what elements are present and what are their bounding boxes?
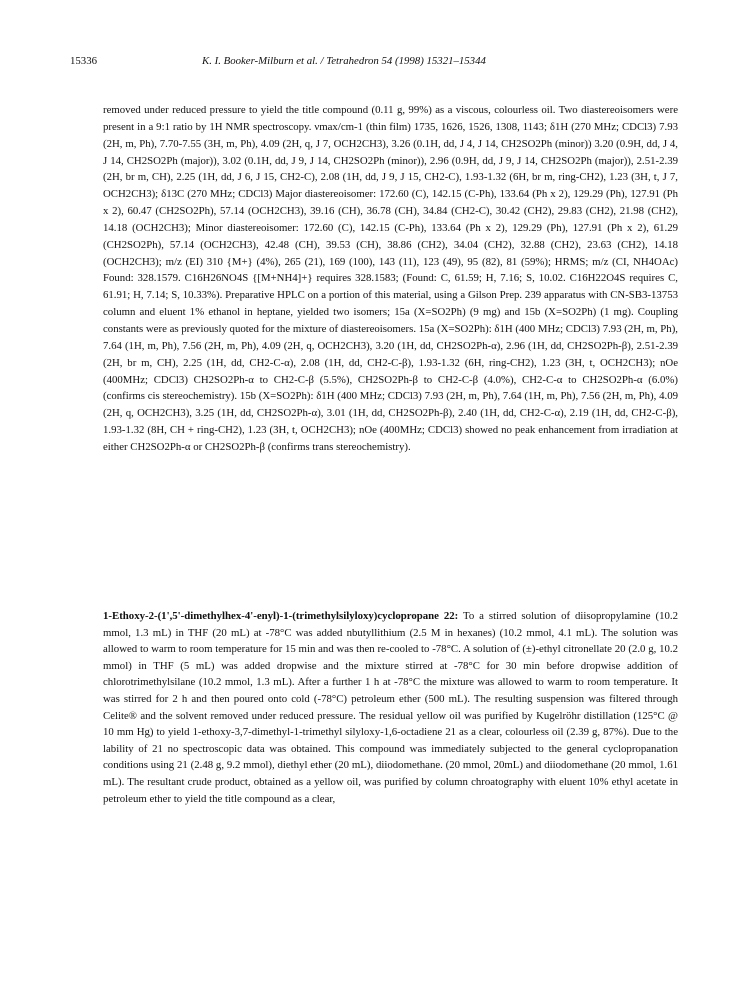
page-number: 15336 <box>70 55 97 67</box>
experimental-paragraph-2 <box>103 608 678 807</box>
paragraph-1-text: removed under reduced pressure to yield the title compound (0.11 g, 99%) as a viscous, colourless oil. Two diastereoisomers were present in a 9:1 ratio by 1H NMR spectroscopy. νmax/cm-1 (thin film) 1735, 1626, 1526, 1308, 1143; δ1H (270 MHz; CDCl3) 7.93 (2H, m, Ph), 7.70-7.55 (3H, m, Ph), 4.09 (2H, q, J 7, OCH2CH3), 3.26 (0.1H, dd, J 4, J 14, CH2SO2Ph (minor)) 3.20 (0.9H, dd, J 4, J 14, CH2SO2Ph (major)), 3.02 (0.1H, dd, J 9, J 14, CH2SO2Ph (minor)), 2.96 (0.9H, dd, J 9, J 14, CH2SO2Ph (major)), 2.51-2.39 (2H, br m, CH), 2.25 (1H, dd, J 6, J 15, CH2-C), 2.08 (1H, dd, J 9, J 15, CH2-C), 1.93-1.32 (6H, br m, ring-CH2), 1.23 (3H, t, J 7, OCH2CH3); δ13C (270 MHz; CDCl3) Major diastereoisomer: 172.60 (C), 142.15 (C-Ph), 133.64 (Ph x 2), 129.29 (Ph), 127.91 (Ph x 2), 60.47 (CH2SO2Ph), 57.14 (OCH2CH3), 39.16 (CH), 36.78 (CH), 34.84 (CH2-C), 30.42 (CH2), 29.83 (CH2), 21.98 (CH2), 14.18 (OCH2CH3); Minor diastereoisomer: 172.60 (C), 142.15 (C-Ph), 133.64 (Ph x 2), 129.29 (Ph), 127.91 (Ph x 2), 61.29 (CH2SO2Ph), 57.14 (OCH2CH3), 42.48 (CH), 39.53 (CH), 38.86 (CH2), 34.04 (CH2), 32.88 (CH2), 23.63 (CH2), 14.18 (OCH2CH3); m/z (EI) 310 {M+} (4%), 265 (21), 169 (100), 143 (11), 123 (49), 95 (82), 81 (59%); HRMS; m/z (CI, NH4OAc) Found: 328.1579. C16H26NO4S {[M+NH4]+} requires 328.1583; (Found: C, 61.59; H, 7.16; S, 10.02. C16H22O4S requires C, 61.91; H, 7.14; S, 10.33%). Preparative HPLC on a portion of this material, using a Gilson Prep. 239 apparatus with CN-SB3-13753 column and eluent 1% ethanol in heptane, yielded two isomers; 15a (X=SO2Ph) (9 mg) and 15b (X=SO2Ph) (1 mg). Coupling constants were as previously quoted for the mixture of diastereoisomers. 15a (X=SO2Ph): δ1H (400 MHz; CDCl3) 7.93 (2H, m, Ph), 7.64 (1H, m, Ph), 7.56 (2H, m, Ph), 4.09 (2H, q, OCH2CH3), 3.20 (1H, dd, CH2SO2Ph-α), 2.96 (1H, dd, CH2SO2Ph-β), 2.51-2.39 (2H, br m, CH), 2.25 (1H, dd, CH2-C-α), 2.08 (1H, dd, CH2-C-β), 1.93-1.32 (6H, ring-CH2), 1.23 (3H, t, OCH2CH3); nOe (400MHz; CDCl3) CH2SO2Ph-α to CH2-C-β (5.5%), CH2SO2Ph-β to CH2-C-β (4.0%), CH2-C-α to CH2SO2Ph-α (6.0%) (confirms cis stereochemistry). 15b (X=SO2Ph): δ1H (400 MHz; CDCl3) 7.93 (2H, m, Ph), 7.64 (1H, m, Ph), 7.56 (2H, m, Ph), 4.09 (2H, q, OCH2CH3), 3.25 (1H, dd, CH2SO2Ph-α), 3.01 (1H, dd, CH2SO2Ph-β), 2.40 (1H, dd, CH2-C-α), 2.19 (1H, dd, CH2-C-β), 1.93-1.32 (8H, CH + ring-CH2), 1.23 (3H, t, OCH2CH3); nOe (400MHz; CDCl3) showed no peak enhancement from irradiation at either CH2SO2Ph-α or CH2SO2Ph-β (confirms trans stereochemistry). <box>103 104 678 453</box>
experimental-paragraph-1 <box>103 102 678 456</box>
running-head: K. I. Booker-Milburn et al. / Tetrahedron 54 (1998) 15321–15344 <box>202 55 486 67</box>
paragraph-2-text: To a stirred solution of diisopropylamine (10.2 mmol, 1.3 mL) in THF (20 mL) at -78°C was added nbutyllithium (2.5 M in hexanes) (10.2 mmol, 4.1 mL). The solution was allowed to warm to room temperature for 15 min and was then re-cooled to -78°C. A solution of (±)-ethyl citronellate 20 (2.0 g, 10.2 mmol) in THF (5 mL) was added dropwise and the mixture stirred at -78°C for 30 min before dropwise addition of chlorotrimethylsilane (10.2 mmol, 1.3 mL). After a further 1 h at -78°C the mixture was allowed to warm to room temperature. It was stirred for 2 h and then poured onto cold (-78°C) petroleum ether (500 mL). The resulting suspension was filtered through Celite® and the solvent removed under reduced pressure. The residual yellow oil was purified by Kugelröhr distillation (125°C @ 10 mm Hg) to yield 1-ethoxy-3,7-dimethyl-1-trimethyl silyloxy-1,6-octadiene 21 as a clear, colourless oil (2.39 g, 87%). Due to the lability of 21 no spectroscopic data was obtained. This compound was immediately subjected to the general cyclopropanation conditions using 21 (2.48 g, 9.2 mmol), diethyl ether (20 mL), diiodomethane. (20 mmol, 20mL) and diiodomethane (20 mmol, 1.61 mL). The resultant crude product, obtained as a yellow oil, was purified by column chroatography with eluent 10% ethyl acetate in petroleum ether to yield the title compound as a clear, <box>103 610 678 805</box>
compound-heading: 1-Ethoxy-2-(1',5'-dimethylhex-4'-enyl)-1-(trimethylsilyloxy)cyclopropane 22: <box>103 610 459 622</box>
page-header <box>70 54 666 68</box>
